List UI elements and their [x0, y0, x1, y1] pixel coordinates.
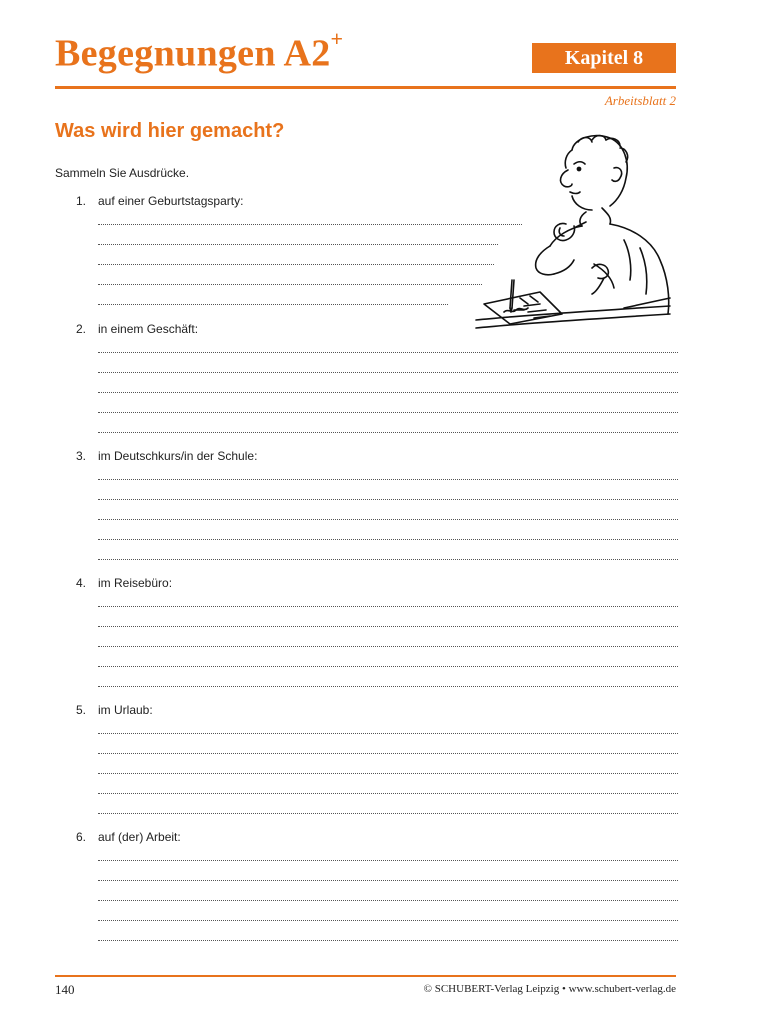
- answer-line[interactable]: [98, 352, 678, 353]
- worksheet-label: Arbeitsblatt 2: [604, 93, 676, 108]
- answer-line[interactable]: [98, 392, 678, 393]
- answer-line[interactable]: [98, 733, 678, 734]
- answer-line[interactable]: [98, 519, 678, 520]
- instruction-text: Sammeln Sie Ausdrücke.: [55, 166, 190, 180]
- answer-line[interactable]: [98, 479, 678, 480]
- section-label: im Reisebüro:: [98, 576, 173, 590]
- answer-line[interactable]: [98, 264, 494, 265]
- answer-line[interactable]: [98, 499, 678, 500]
- answer-line[interactable]: [98, 686, 678, 687]
- footer-rule: [55, 975, 676, 977]
- answer-line[interactable]: [98, 304, 448, 305]
- answer-line[interactable]: [98, 793, 678, 794]
- answer-line[interactable]: [98, 224, 522, 225]
- copyright-notice: © SCHUBERT-Verlag Leipzig • www.schubert-verlag.de: [423, 983, 676, 995]
- answer-line[interactable]: [98, 606, 678, 607]
- answer-line[interactable]: [98, 244, 498, 245]
- answer-line[interactable]: [98, 432, 678, 433]
- page-title: Was wird hier gemacht?: [55, 120, 285, 142]
- answer-line[interactable]: [98, 813, 678, 814]
- answer-line[interactable]: [98, 666, 678, 667]
- answer-line[interactable]: [98, 372, 678, 373]
- section-number: 6.: [76, 830, 87, 844]
- section-number: 2.: [76, 322, 87, 336]
- book-title: [55, 26, 344, 75]
- section-label: im Deutschkurs/in der Schule:: [98, 449, 258, 463]
- answer-line[interactable]: [98, 880, 678, 881]
- answer-line[interactable]: [98, 539, 678, 540]
- page-number: 140: [55, 982, 75, 997]
- answer-line[interactable]: [98, 900, 678, 901]
- section-number: 1.: [76, 194, 87, 208]
- chapter-badge: Kapitel 8: [532, 43, 676, 73]
- answer-line[interactable]: [98, 860, 678, 861]
- answer-line[interactable]: [98, 559, 678, 560]
- section-label: auf einer Geburtstagsparty:: [98, 194, 244, 208]
- section-label: im Urlaub:: [98, 703, 153, 717]
- answer-line[interactable]: [98, 646, 678, 647]
- man-writing-illustration: [474, 128, 680, 338]
- answer-line[interactable]: [98, 284, 482, 285]
- section-number: 4.: [76, 576, 87, 590]
- answer-line[interactable]: [98, 940, 678, 941]
- section-number: 5.: [76, 703, 87, 717]
- header-rule: [55, 86, 676, 89]
- section-label: in einem Geschäft:: [98, 322, 199, 336]
- answer-line[interactable]: [98, 412, 678, 413]
- answer-line[interactable]: [98, 920, 678, 921]
- answer-line[interactable]: [98, 773, 678, 774]
- answer-line[interactable]: [98, 626, 678, 627]
- answer-line[interactable]: [98, 753, 678, 754]
- section-number: 3.: [76, 449, 87, 463]
- book-title-text: Begegnungen A2: [55, 32, 331, 75]
- section-label: auf (der) Arbeit:: [98, 830, 181, 844]
- book-title-plus: +: [330, 26, 344, 51]
